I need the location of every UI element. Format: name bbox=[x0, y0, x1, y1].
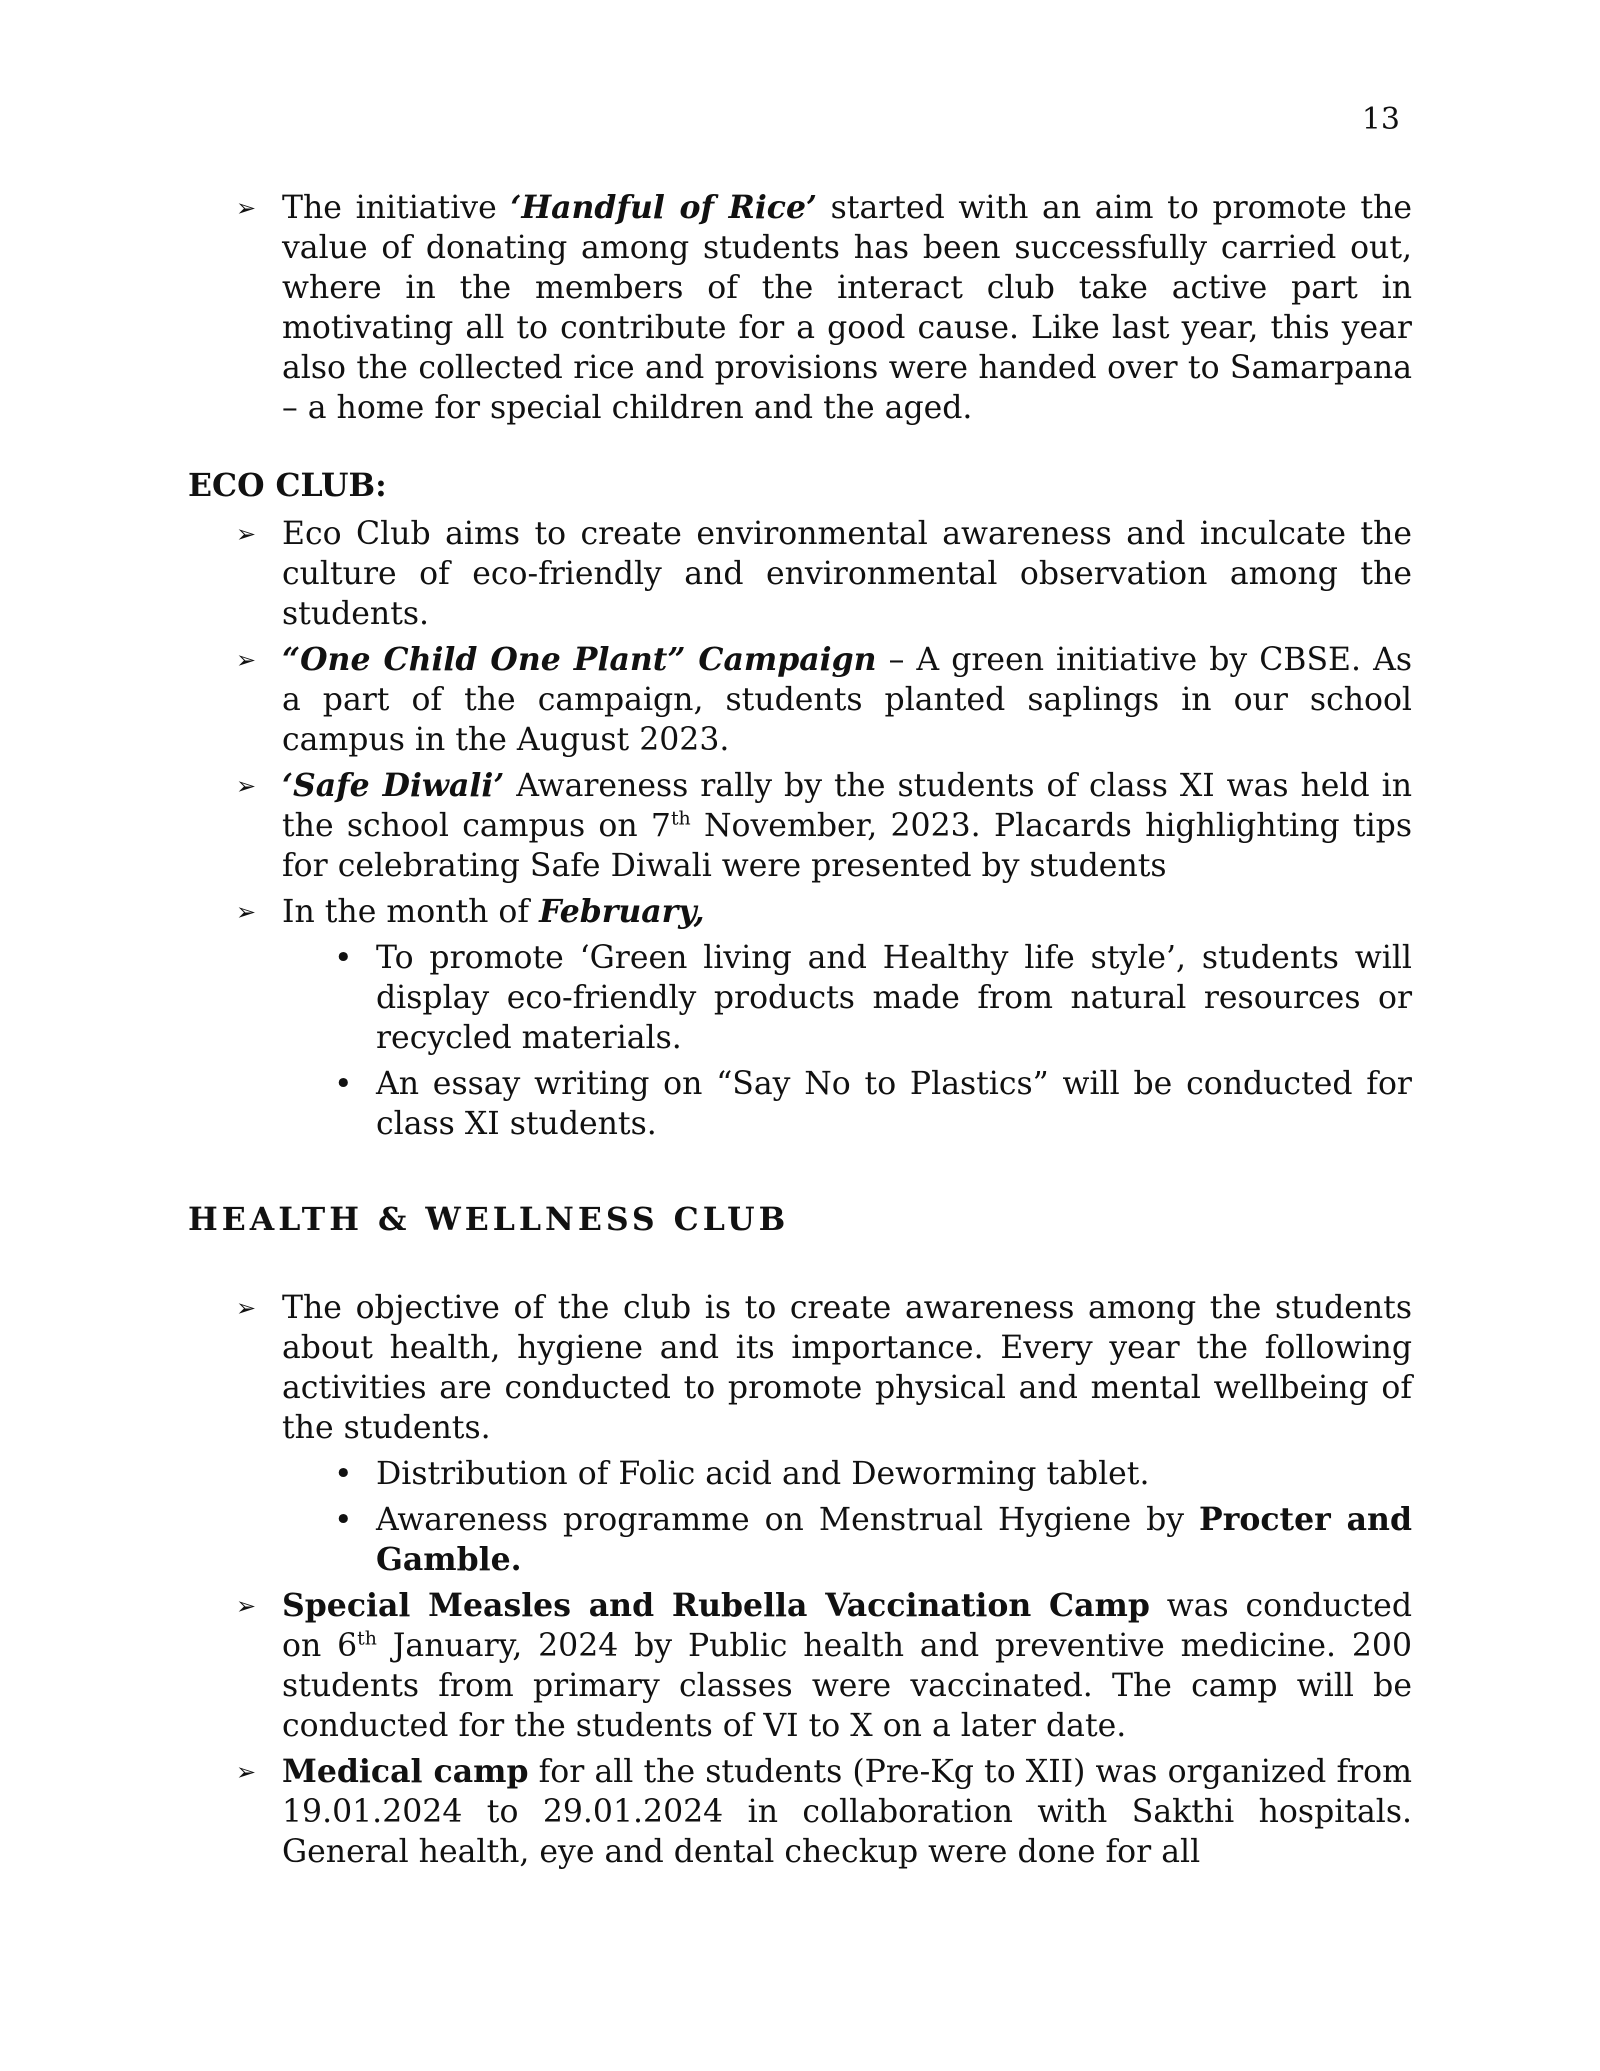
dot-bullet-icon: • bbox=[334, 940, 353, 976]
item-emphasis: Medical camp bbox=[282, 1753, 529, 1790]
list-item-health-objective bbox=[188, 1288, 1412, 1448]
arrow-bullet-icon: ➢ bbox=[236, 646, 257, 674]
list-item-one-child-one-plant bbox=[188, 640, 1412, 760]
item-text: The objective of the club is to create awareness among the students about health, hygiene and its importance. Every year the following activities are conducted to promote physical and mental wellbeing of the students. bbox=[282, 1290, 1412, 1446]
arrow-bullet-icon: ➢ bbox=[236, 772, 257, 800]
item-text: was conducted on 6 bbox=[282, 1588, 1412, 1664]
arrow-bullet-icon: ➢ bbox=[236, 898, 257, 926]
sub-list-item-essay bbox=[188, 1064, 1412, 1144]
item-emphasis: February, bbox=[539, 893, 705, 930]
dot-bullet-icon: • bbox=[334, 1456, 353, 1492]
item-text: Eco Club aims to create environmental awareness and inculcate the culture of eco-friendly and environmental observation among the students. bbox=[282, 516, 1412, 632]
ordinal-suffix: th bbox=[357, 1627, 377, 1650]
sub-list-item-green-living bbox=[188, 938, 1412, 1058]
item-text: To promote ‘Green living and Healthy life style’, students will display eco-friendly products made from natural resources or recycled materials. bbox=[376, 940, 1412, 1056]
list-item-vaccination-camp bbox=[188, 1586, 1412, 1746]
item-text: Awareness rally by the students of class XI was held in the school campus on 7 bbox=[282, 768, 1412, 844]
list-item-safe-diwali bbox=[188, 766, 1412, 886]
section-heading-health-wellness: HEALTH & WELLNESS CLUB bbox=[188, 1201, 790, 1238]
item-emphasis: Special Measles and Rubella Vaccination Camp bbox=[282, 1587, 1150, 1624]
list-item-medical-camp bbox=[188, 1752, 1412, 1872]
arrow-bullet-icon: ➢ bbox=[236, 1294, 257, 1322]
sub-list-item-folic-acid bbox=[188, 1454, 1412, 1494]
sub-list-item-menstrual-hygiene bbox=[188, 1500, 1412, 1580]
document-body bbox=[188, 188, 1412, 1878]
item-text: started with an aim to promote the value of donating among students has been successfully carried out, where in the members of the interact club take active part in motivating all to contribute for a good cause. Like last year, this year also the collected rice and provisions were handed over to Samarpana – a home for special children and the aged. bbox=[282, 190, 1413, 426]
list-item-eco-aims bbox=[188, 514, 1412, 634]
dot-bullet-icon: • bbox=[334, 1502, 353, 1538]
section-heading-eco-club: ECO CLUB: bbox=[188, 467, 387, 504]
item-text: for all the students (Pre-Kg to XII) was organized from 19.01.2024 to 29.01.2024 in collaboration with Sakthi hospitals. General health, eye and dental checkup were done for all bbox=[282, 1754, 1412, 1870]
arrow-bullet-icon: ➢ bbox=[236, 1758, 257, 1786]
list-item-handful-of-rice bbox=[188, 188, 1412, 428]
arrow-bullet-icon: ➢ bbox=[236, 520, 257, 548]
item-text: November, 2023. Placards highlighting tips for celebrating Safe Diwali were presented by students bbox=[282, 808, 1412, 884]
item-text: An essay writing on “Say No to Plastics” will be conducted for class XI students. bbox=[376, 1066, 1412, 1142]
dot-bullet-icon: • bbox=[334, 1066, 353, 1102]
item-emphasis: “One Child One Plant” Campaign bbox=[282, 641, 877, 678]
item-text: Distribution of Folic acid and Deworming tablet. bbox=[376, 1456, 1150, 1492]
list-item-february bbox=[188, 892, 1412, 932]
item-text: January, 2024 by Public health and preventive medicine. 200 students from primary classes were vaccinated. The camp will be conducted for the students of VI to X on a later date. bbox=[282, 1628, 1412, 1744]
item-text: In the month of bbox=[282, 894, 540, 930]
item-text: The initiative bbox=[282, 190, 511, 226]
arrow-bullet-icon: ➢ bbox=[236, 194, 257, 222]
item-text: – A green initiative by CBSE. As a part of the campaign, students planted saplings in our school campus in the August 2023. bbox=[282, 642, 1412, 758]
arrow-bullet-icon: ➢ bbox=[236, 1592, 257, 1620]
item-emphasis: ‘Safe Diwali’ bbox=[282, 767, 505, 804]
item-emphasis: ‘Handful of Rice’ bbox=[510, 189, 817, 226]
page-number: 13 bbox=[1361, 102, 1400, 137]
item-emphasis: Procter and Gamble. bbox=[376, 1501, 1412, 1578]
ordinal-suffix: th bbox=[670, 807, 691, 830]
item-text: Awareness programme on Menstrual Hygiene by bbox=[376, 1502, 1200, 1538]
